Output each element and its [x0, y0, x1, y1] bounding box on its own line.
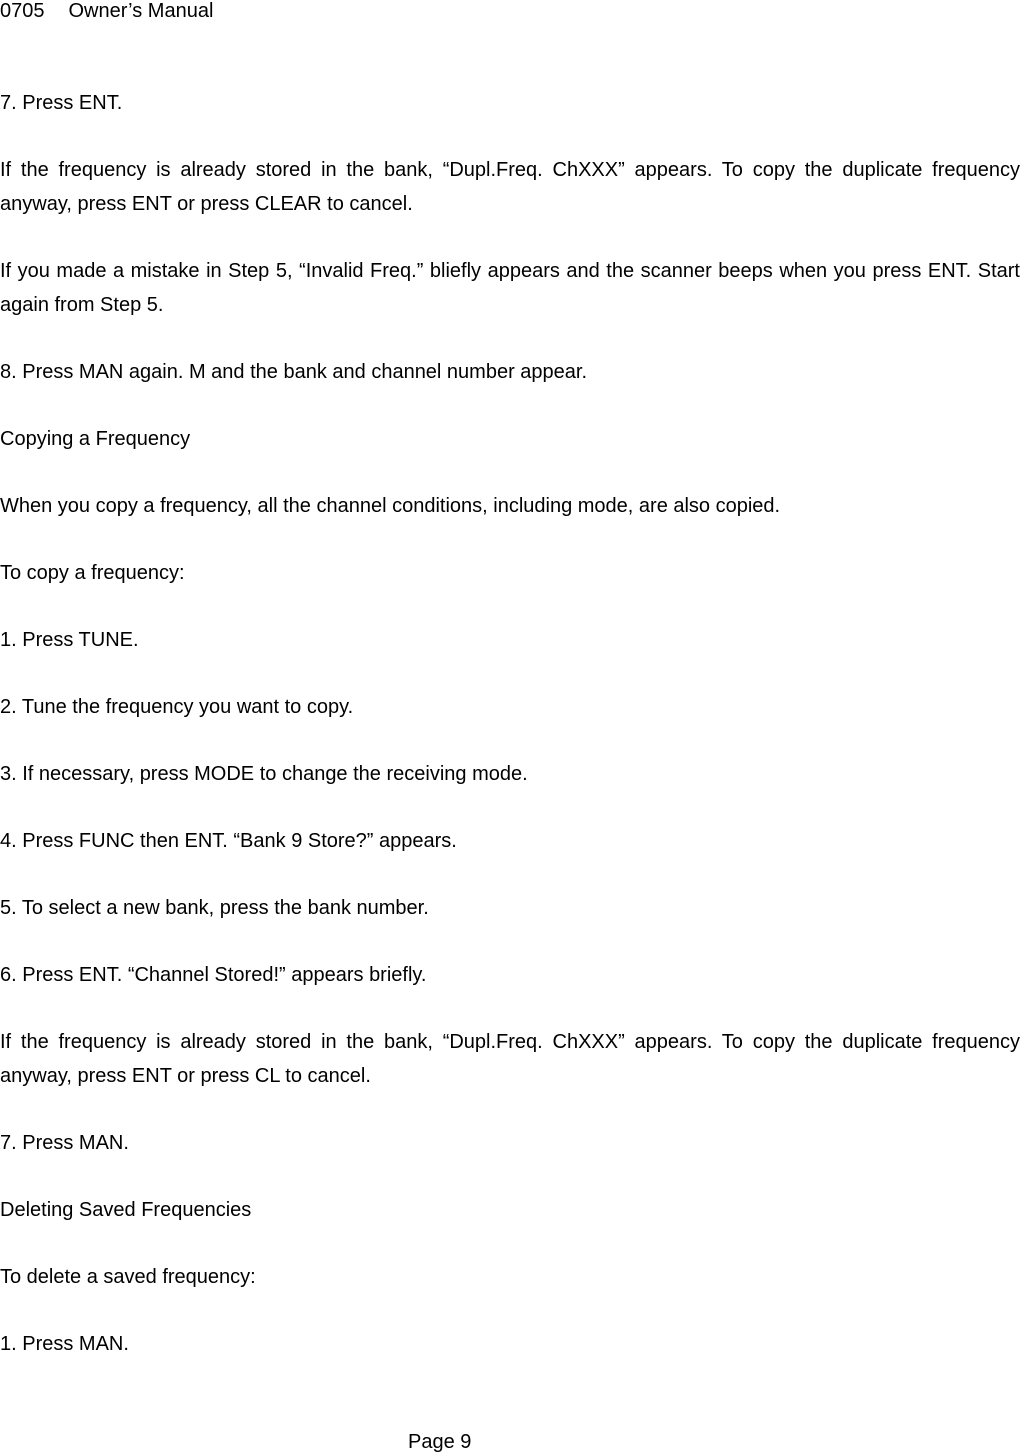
step-press-ent: 7. Press ENT.	[0, 92, 123, 114]
copy-step-3: 3. If necessary, press MODE to change the receiving mode.	[0, 763, 528, 785]
page-number: Page 9	[408, 1431, 472, 1453]
copy-step-2: 2. Tune the frequency you want to copy.	[0, 696, 354, 718]
section-heading-copying: Copying a Frequency	[0, 428, 191, 450]
invalid-frequency-note: If you made a mistake in Step 5, “Invalid Freq.” bliefly appears and the scanner beeps when you press ENT. Start again from Step 5.	[0, 260, 1020, 316]
doc-title: Owner’s Manual	[68, 0, 214, 22]
copy-step-4: 4. Press FUNC then ENT. “Bank 9 Store?” appears.	[0, 830, 457, 852]
copy-duplicate-note: If the frequency is already stored in the bank, “Dupl.Freq. ChXXX” appears. To copy the duplicate frequency anyway, press ENT or press CL to cancel.	[0, 1031, 1020, 1087]
delete-steps-lead: To delete a saved frequency:	[0, 1266, 256, 1288]
copying-intro: When you copy a frequency, all the channel conditions, including mode, are also copied.	[0, 495, 781, 517]
page-header	[0, 0, 237, 22]
step-press-man-again: 8. Press MAN again. M and the bank and channel number appear.	[0, 361, 588, 383]
doc-number: 0705	[0, 0, 45, 22]
copy-step-6: 6. Press ENT. “Channel Stored!” appears briefly.	[0, 964, 427, 986]
copy-step-7: 7. Press MAN.	[0, 1132, 129, 1154]
duplicate-frequency-note: If the frequency is already stored in the bank, “Dupl.Freq. ChXXX” appears. To copy the duplicate frequency anyway, press ENT or press CLEAR to cancel.	[0, 159, 1020, 215]
copy-step-1: 1. Press TUNE.	[0, 629, 139, 651]
copy-step-5: 5. To select a new bank, press the bank number.	[0, 897, 429, 919]
delete-step-1: 1. Press MAN.	[0, 1333, 129, 1355]
copy-steps-lead: To copy a frequency:	[0, 562, 185, 584]
document-body	[0, 86, 1020, 1361]
section-heading-deleting: Deleting Saved Frequencies	[0, 1199, 252, 1221]
